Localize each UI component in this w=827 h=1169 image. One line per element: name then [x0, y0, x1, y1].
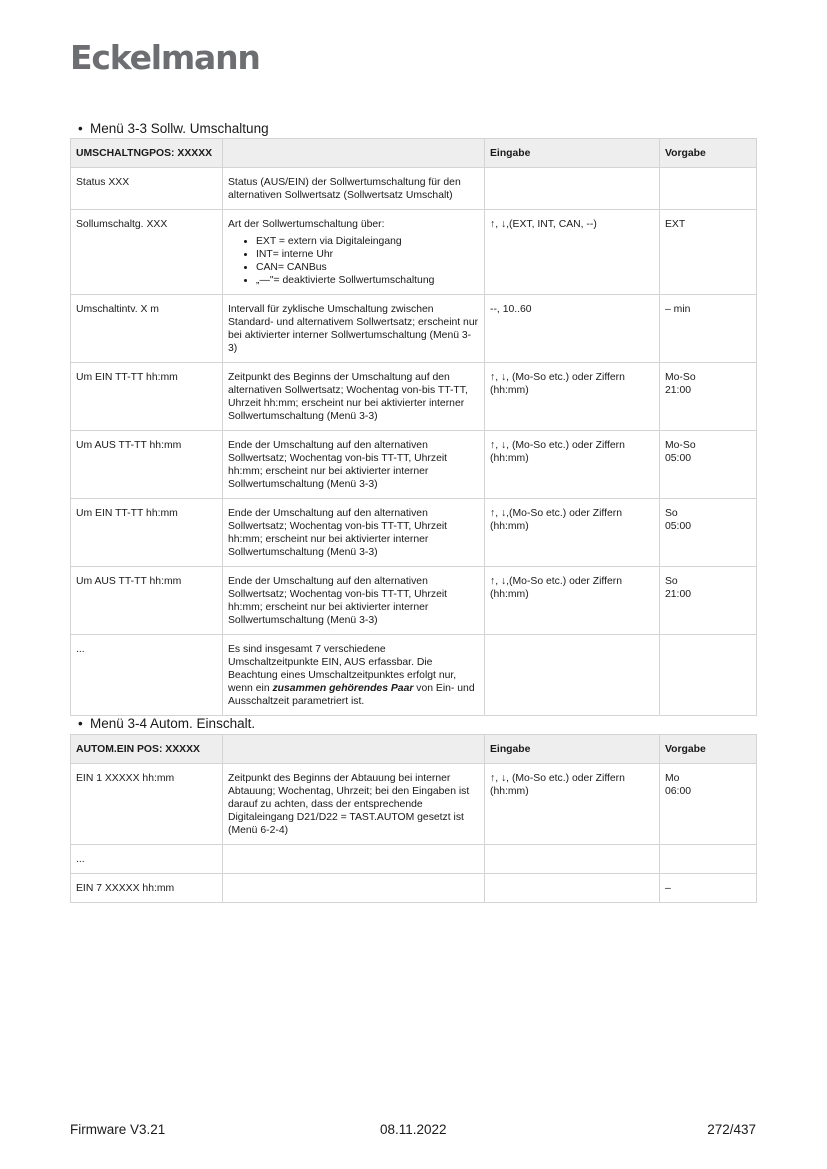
- desc-cell: Ende der Umschaltung auf den alternativen Sollwertsatz; Wochentag von-bis TT-TT, Uhrzeit hh:mm; erscheint nur bei aktivierter interner Sollwertumschaltung (Menü 3-3): [223, 431, 485, 499]
- param-cell: Status XXX: [71, 168, 223, 210]
- header-position: AUTOM.EIN POS: XXXXX: [71, 735, 223, 764]
- desc-cell: Zeitpunkt des Beginns der Umschaltung auf den alternativen Sollwertsatz; Wochentag von-bis TT-TT, Uhrzeit hh:mm; erscheint nur bei aktivierter interner Sollwertumschaltung (Menü 3-3): [223, 363, 485, 431]
- param-cell: EIN 1 XXXXX hh:mm: [71, 764, 223, 845]
- desc-cell: [223, 635, 485, 716]
- default-cell: [660, 764, 757, 845]
- eckelmann-logo: Eckelmann: [70, 38, 260, 77]
- default-time: 21:00: [665, 385, 692, 396]
- table-row: [71, 363, 757, 431]
- default-cell: [660, 567, 757, 635]
- default-days: Mo-So: [665, 372, 696, 383]
- param-cell: Um AUS TT-TT hh:mm: [71, 567, 223, 635]
- table-row: [71, 210, 757, 295]
- section-title-text: Menü 3-4 Autom. Einschalt.: [90, 716, 256, 731]
- input-cell: ↑, ↓,(EXT, INT, CAN, --): [485, 210, 660, 295]
- list-item: • „—"= deaktivierte Sollwertumschaltung: [256, 274, 479, 287]
- input-cell: --, 10..60: [485, 295, 660, 363]
- desc-text: Es sind insgesamt 7 verschiedene Umschaltzeitpunkte EIN, AUS erfassbar. Die Beachtung eines Umschaltzeitpunktes erfolgt nur, wenn ein: [228, 644, 457, 694]
- default-cell: EXT: [660, 210, 757, 295]
- input-cell: [485, 845, 660, 874]
- table-row: [71, 431, 757, 499]
- header-eingabe: Eingabe: [485, 139, 660, 168]
- default-days: So: [665, 576, 678, 587]
- param-cell: EIN 7 XXXXX hh:mm: [71, 874, 223, 903]
- desc-cell: Zeitpunkt des Beginns der Abtauung bei interner Abtauung; Wochentag, Uhrzeit; bei den Eingaben ist darauf zu achten, dass der entsprechende Digitaleingang D21/D22 = TAST.AUTOM gesetzt ist (Menü 6-2-4): [223, 764, 485, 845]
- input-cell: [485, 874, 660, 903]
- bullet-icon: •: [78, 121, 83, 136]
- table-row: [71, 764, 757, 845]
- input-cell: ↑, ↓, (Mo-So etc.) oder Ziffern (hh:mm): [485, 764, 660, 845]
- default-cell: [660, 635, 757, 716]
- header-eingabe: Eingabe: [485, 735, 660, 764]
- header-vorgabe: Vorgabe: [660, 735, 757, 764]
- param-cell: Um EIN TT-TT hh:mm: [71, 363, 223, 431]
- default-cell: –: [660, 874, 757, 903]
- default-time: 06:00: [665, 786, 692, 797]
- table-row: [71, 635, 757, 716]
- default-cell: [660, 168, 757, 210]
- default-days: Mo: [665, 773, 680, 784]
- input-cell: [485, 168, 660, 210]
- param-cell: Umschaltintv. X m: [71, 295, 223, 363]
- table-header-row: [71, 139, 757, 168]
- section-title-text: Menü 3-3 Sollw. Umschaltung: [90, 121, 269, 136]
- desc-cell: [223, 874, 485, 903]
- footer-firmware: Firmware V3.21: [70, 1122, 166, 1137]
- default-days: Mo-So: [665, 440, 696, 451]
- param-cell: Um AUS TT-TT hh:mm: [71, 431, 223, 499]
- table-header-row: [71, 735, 757, 764]
- section-title-menu-3-4: [78, 716, 255, 731]
- emphasis-text: zusammen gehörendes Paar: [272, 683, 414, 694]
- table-row: [71, 874, 757, 903]
- default-days: So: [665, 508, 678, 519]
- desc-cell: Intervall für zyklische Umschaltung zwischen Standard- und alternativem Sollwertsatz; erscheint nur bei aktivierter interner Sollwertumschaltung (Menü 3-3): [223, 295, 485, 363]
- desc-cell: Ende der Umschaltung auf den alternativen Sollwertsatz; Wochentag von-bis TT-TT, Uhrzeit hh:mm; erscheint nur bei aktivierter interner Sollwertumschaltung (Menü 3-3): [223, 499, 485, 567]
- default-cell: [660, 431, 757, 499]
- default-cell: [660, 363, 757, 431]
- param-cell: ...: [71, 635, 223, 716]
- default-cell: [660, 499, 757, 567]
- desc-cell: [223, 845, 485, 874]
- param-cell: ...: [71, 845, 223, 874]
- input-cell: [485, 635, 660, 716]
- default-cell: [660, 845, 757, 874]
- input-cell: ↑, ↓,(Mo-So etc.) oder Ziffern (hh:mm): [485, 499, 660, 567]
- input-cell: ↑, ↓,(Mo-So etc.) oder Ziffern (hh:mm): [485, 567, 660, 635]
- desc-text: Art der Sollwertumschaltung über:: [228, 219, 385, 230]
- header-description: [223, 139, 485, 168]
- default-time: 05:00: [665, 521, 692, 532]
- list-item: • INT= interne Uhr: [256, 248, 479, 261]
- option-list: [228, 235, 479, 287]
- table-row: [71, 567, 757, 635]
- desc-cell: Ende der Umschaltung auf den alternativen Sollwertsatz; Wochentag von-bis TT-TT, Uhrzeit hh:mm; erscheint nur bei aktivierter interner Sollwertumschaltung (Menü 3-3): [223, 567, 485, 635]
- default-cell: – min: [660, 295, 757, 363]
- footer-date: 08.11.2022: [380, 1122, 447, 1137]
- input-cell: ↑, ↓, (Mo-So etc.) oder Ziffern (hh:mm): [485, 431, 660, 499]
- default-time: 21:00: [665, 589, 692, 600]
- header-position: UMSCHALTNGPOS: XXXXX: [71, 139, 223, 168]
- footer-page-number: 272/437: [707, 1122, 756, 1137]
- desc-cell: Status (AUS/EIN) der Sollwertumschaltung für den alternativen Sollwertsatz (Sollwertsatz Umschalt): [223, 168, 485, 210]
- desc-cell: [223, 210, 485, 295]
- table-row: [71, 499, 757, 567]
- table-row: [71, 845, 757, 874]
- default-time: 05:00: [665, 453, 692, 464]
- param-cell: Um EIN TT-TT hh:mm: [71, 499, 223, 567]
- list-item: • CAN= CANBus: [256, 261, 479, 274]
- input-cell: ↑, ↓, (Mo-So etc.) oder Ziffern (hh:mm): [485, 363, 660, 431]
- desc-text: von Ein- und Ausschaltzeit parametriert ist.: [228, 683, 475, 707]
- table-row: [71, 295, 757, 363]
- header-vorgabe: Vorgabe: [660, 139, 757, 168]
- list-item: • EXT = extern via Digitaleingang: [256, 235, 479, 248]
- bullet-icon: •: [78, 716, 83, 731]
- param-cell: Sollumschaltg. XXX: [71, 210, 223, 295]
- menu-3-4-table: [70, 734, 757, 903]
- menu-3-3-table: [70, 138, 757, 716]
- table-row: [71, 168, 757, 210]
- header-description: [223, 735, 485, 764]
- section-title-menu-3-3: [78, 121, 269, 136]
